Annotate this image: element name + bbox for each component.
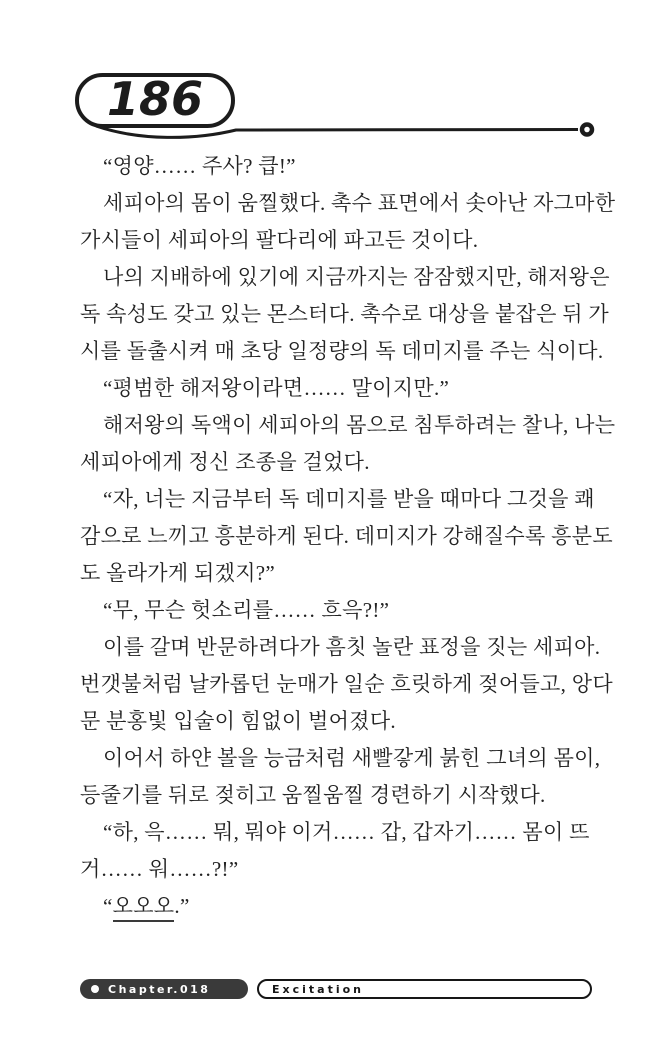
chapter-label: Chapter.018 — [108, 982, 211, 996]
chapter-badge — [80, 979, 248, 999]
text-line: 거…… 워……?!” — [80, 857, 239, 881]
text-line: “평범한 해저왕이라면…… 말이지만.” — [103, 376, 450, 400]
text-segment: “ — [103, 894, 113, 918]
text-line: 해저왕의 독액이 세피아의 몸으로 침투하려는 찰나, 나는 — [103, 413, 616, 437]
text-line: 독 속성도 갖고 있는 몬스터다. 촉수로 대상을 붙잡은 뒤 가 — [80, 302, 609, 326]
chapter-title-badge — [257, 979, 592, 999]
text-lines — [80, 148, 616, 925]
header-rule-end-ring-icon — [582, 125, 592, 135]
text-line: 시를 돌출시켜 매 초당 일정량의 독 데미지를 주는 식이다. — [80, 339, 604, 363]
chapter-title-label: Excitation — [272, 982, 364, 996]
text-line: “무, 무슨 헛소리를…… 흐윽?!” — [103, 598, 390, 622]
page-header — [0, 0, 671, 150]
text-line: 세피아의 몸이 움찔했다. 촉수 표면에서 솟아난 자그마한 — [103, 191, 616, 215]
bullet-dot-icon — [91, 985, 99, 993]
text-line: 나의 지배하에 있기에 지금까지는 잠잠했지만, 해저왕은 — [103, 265, 610, 289]
text-line — [80, 888, 596, 925]
text-line: 세피아에게 정신 조종을 걸었다. — [80, 450, 370, 474]
page-footer — [80, 979, 592, 999]
text-line: 등줄기를 뒤로 젖히고 움찔움찔 경련하기 시작했다. — [80, 783, 546, 807]
page-number: 186 — [106, 72, 204, 126]
text-line: 문 분홍빛 입술이 힘없이 벌어졌다. — [80, 709, 396, 733]
text-line: 번갯불처럼 날카롭던 눈매가 일순 흐릿하게 젖어들고, 앙다 — [80, 672, 613, 696]
text-line: “영양…… 주사? 큽!” — [103, 154, 296, 178]
text-line: “자, 너는 지금부터 독 데미지를 받을 때마다 그것을 쾌 — [103, 487, 595, 511]
text-segment: .” — [174, 894, 190, 918]
text-line: 이어서 하얀 볼을 능금처럼 새빨갛게 붉힌 그녀의 몸이, — [103, 746, 601, 770]
underlined-text: 오오오 — [113, 894, 175, 922]
text-line: 도 올라가게 되겠지?” — [80, 561, 276, 585]
text-line: 가시들이 세피아의 팔다리에 파고든 것이다. — [80, 228, 479, 252]
text-line: 이를 갈며 반문하려다가 흠칫 놀란 표정을 짓는 세피아. — [103, 635, 601, 659]
text-line: “하, 윽…… 뭐, 뭐야 이거…… 갑, 갑자기…… 몸이 뜨 — [103, 820, 590, 844]
text-line: 감으로 느끼고 흥분하게 된다. 데미지가 강해질수록 흥분도 — [80, 524, 613, 548]
